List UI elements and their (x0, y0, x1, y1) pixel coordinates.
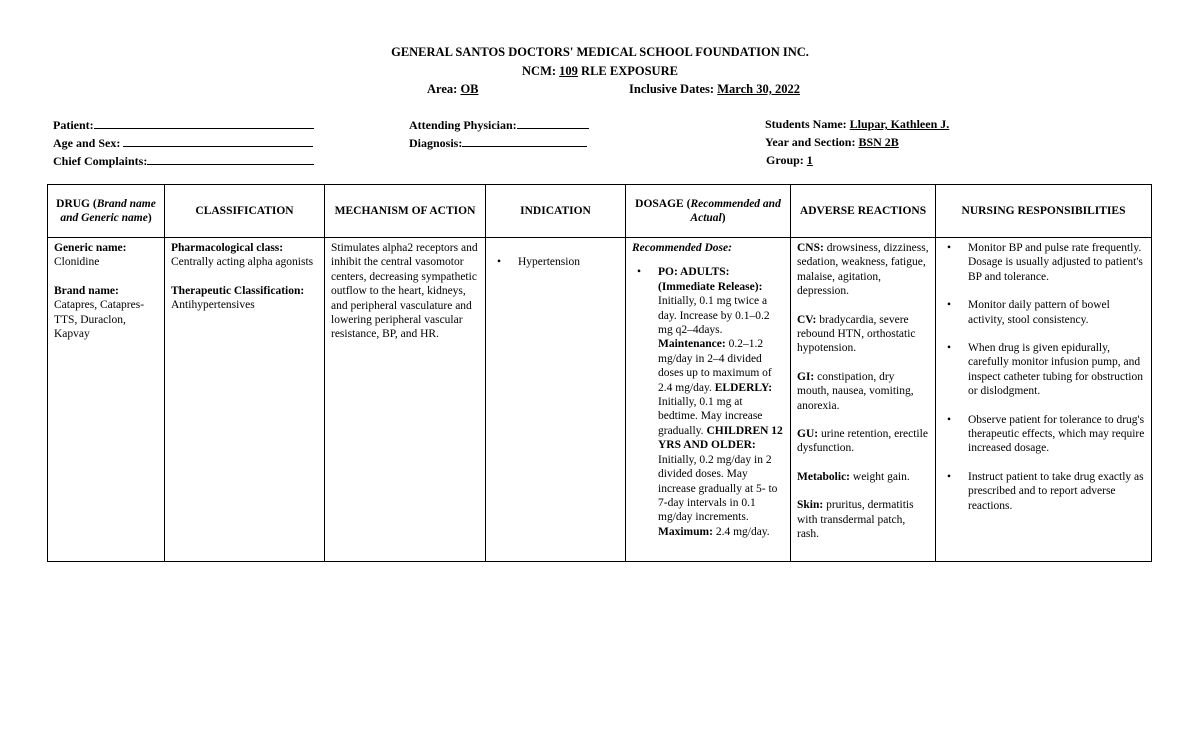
patient-field (53, 117, 314, 133)
mechanism-cell: Stimulates alpha2 receptors and inhibit the central vasomotor centers, decreasing sympathetic outflow to the heart, kidneys, and peripheral vasculature and lowering peripheral vascular resistance, BP, and HR. (325, 238, 486, 562)
adverse-cell (791, 238, 936, 562)
age-sex-field (53, 135, 313, 151)
ncm-value: 109 (559, 64, 578, 78)
complaints-field (53, 153, 314, 169)
children-label: CHILDREN 12 YRS AND OLDER: (658, 424, 783, 452)
generic-label: Generic name: (54, 242, 127, 254)
drug-study-table (47, 184, 1152, 562)
ncm-label: NCM: (522, 64, 557, 78)
po-text: Initially, 0.1 mg twice a day. Increase by 0.1–0.2 mg q2–4days. (658, 295, 770, 337)
area-field (427, 82, 479, 97)
header-adverse: ADVERSE REACTIONS (791, 185, 936, 238)
header-classification: CLASSIFICATION (165, 185, 325, 238)
adverse-item: CV: bradycardia, severe rebound HTN, orthostatic hypotension. (797, 313, 916, 355)
thera-class-value: Antihypertensives (171, 299, 255, 312)
brand-label: Brand name: (54, 284, 119, 297)
po-label: PO: ADULTS: (Immediate Release): (658, 266, 763, 293)
ncm-line (0, 64, 1200, 79)
year-value: BSN 2B (858, 135, 899, 149)
year-label: Year and Section: (765, 135, 856, 149)
maintenance-text: 0.2–1.2 mg/day in 2–4 divided doses up to maximum of 2.4 mg/day. (658, 338, 772, 394)
student-label: Students Name: (765, 117, 847, 131)
area-value: OB (460, 82, 479, 96)
elderly-label: ELDERLY: (714, 381, 773, 394)
classification-cell (165, 238, 325, 562)
thera-class-label: Therapeutic Classification: (171, 284, 305, 297)
header-dosage: DOSAGE (Recommended and Actual) (626, 185, 791, 238)
group-value: 1 (806, 153, 813, 167)
patient-blank (94, 117, 314, 129)
adverse-item: Skin: pruritus, dermatitis with transdermal patch, rash. (797, 499, 914, 541)
adverse-item: CNS: drowsiness, dizziness, sedation, weakness, fatigue, malaise, agitation, depression. (797, 242, 929, 298)
adverse-item: GI: constipation, dry mouth, nausea, vomiting, anorexia. (797, 370, 914, 412)
complaints-label: Chief Complaints: (53, 154, 148, 168)
drug-cell (48, 238, 165, 562)
physician-label: Attending Physician: (409, 118, 517, 132)
generic-value: Clonidine (54, 256, 100, 269)
nursing-item: • Monitor BP and pulse rate frequently. Dosage is usually adjusted to patient's BP and tolerance. (942, 241, 1145, 284)
dates-label: Inclusive Dates: (629, 82, 715, 96)
ncm-suffix: RLE EXPOSURE (581, 64, 678, 78)
table-header-row (48, 185, 1152, 238)
children-text: Initially, 0.2 mg/day in 2 divided doses. May increase gradually at 5- to 7-day intervals in 0.1 mg/day increments. (658, 453, 778, 524)
physician-field (409, 117, 589, 133)
patient-label: Patient: (53, 118, 94, 132)
nursing-cell (936, 238, 1152, 562)
diagnosis-label: Diagnosis: (409, 136, 463, 150)
dosage-list-item (632, 265, 784, 539)
physician-blank (517, 117, 589, 129)
maximum-text: 2.4 mg/day. (715, 525, 770, 538)
student-field (765, 117, 949, 132)
age-sex-blank (123, 135, 313, 147)
nursing-item: • When drug is given epidurally, carefully monitor infusion pump, and inspect catheter tubing for obstruction or dislodgment. (942, 341, 1145, 399)
year-field (765, 135, 899, 150)
group-label: Group: (766, 153, 804, 167)
header-mechanism: MECHANISM OF ACTION (325, 185, 486, 238)
brand-value: Catapres, Catapres-TTS, Duraclon, Kapvay (54, 299, 145, 341)
dates-field (629, 82, 800, 97)
maintenance-label: Maintenance: (658, 338, 726, 351)
adverse-item: GU: urine retention, erectile dysfunction. (797, 428, 928, 455)
dosage-cell (626, 238, 791, 562)
group-field (766, 153, 813, 168)
nursing-item: • Monitor daily pattern of bowel activity, stool consistency. (942, 298, 1145, 327)
nursing-item: • Observe patient for tolerance to drug's therapeutic effects, which may require increased dosage. (942, 413, 1145, 456)
area-label: Area: (427, 82, 458, 96)
student-value: Llupar, Kathleen J. (849, 117, 950, 131)
dates-value: March 30, 2022 (717, 82, 800, 96)
adverse-item: Metabolic: weight gain. (797, 470, 910, 483)
pharm-class-value: Centrally acting alpha agonists (171, 256, 314, 269)
diagnosis-blank (462, 135, 587, 147)
diagnosis-field (409, 135, 587, 151)
pharm-class-label: Pharmacological class: (171, 242, 284, 254)
header-indication: INDICATION (486, 185, 626, 238)
complaints-blank (147, 153, 314, 165)
table-row (48, 238, 1152, 562)
elderly-text: Initially, 0.1 mg at bedtime. May increase gradually. (658, 396, 763, 437)
indication-item: • Hypertension (492, 255, 619, 269)
indication-cell (486, 238, 626, 562)
age-sex-label: Age and Sex: (53, 136, 121, 150)
header-nursing: NURSING RESPONSIBILITIES (936, 185, 1152, 238)
maximum-label: Maximum: (658, 525, 713, 538)
dosage-heading: Recommended Dose: (632, 242, 732, 254)
institution-title: GENERAL SANTOS DOCTORS' MEDICAL SCHOOL FOUNDATION INC. (391, 45, 809, 59)
header-drug: DRUG (Brand name and Generic name) (48, 185, 165, 238)
nursing-item: • Instruct patient to take drug exactly as prescribed and to report adverse reactions. (942, 470, 1145, 513)
